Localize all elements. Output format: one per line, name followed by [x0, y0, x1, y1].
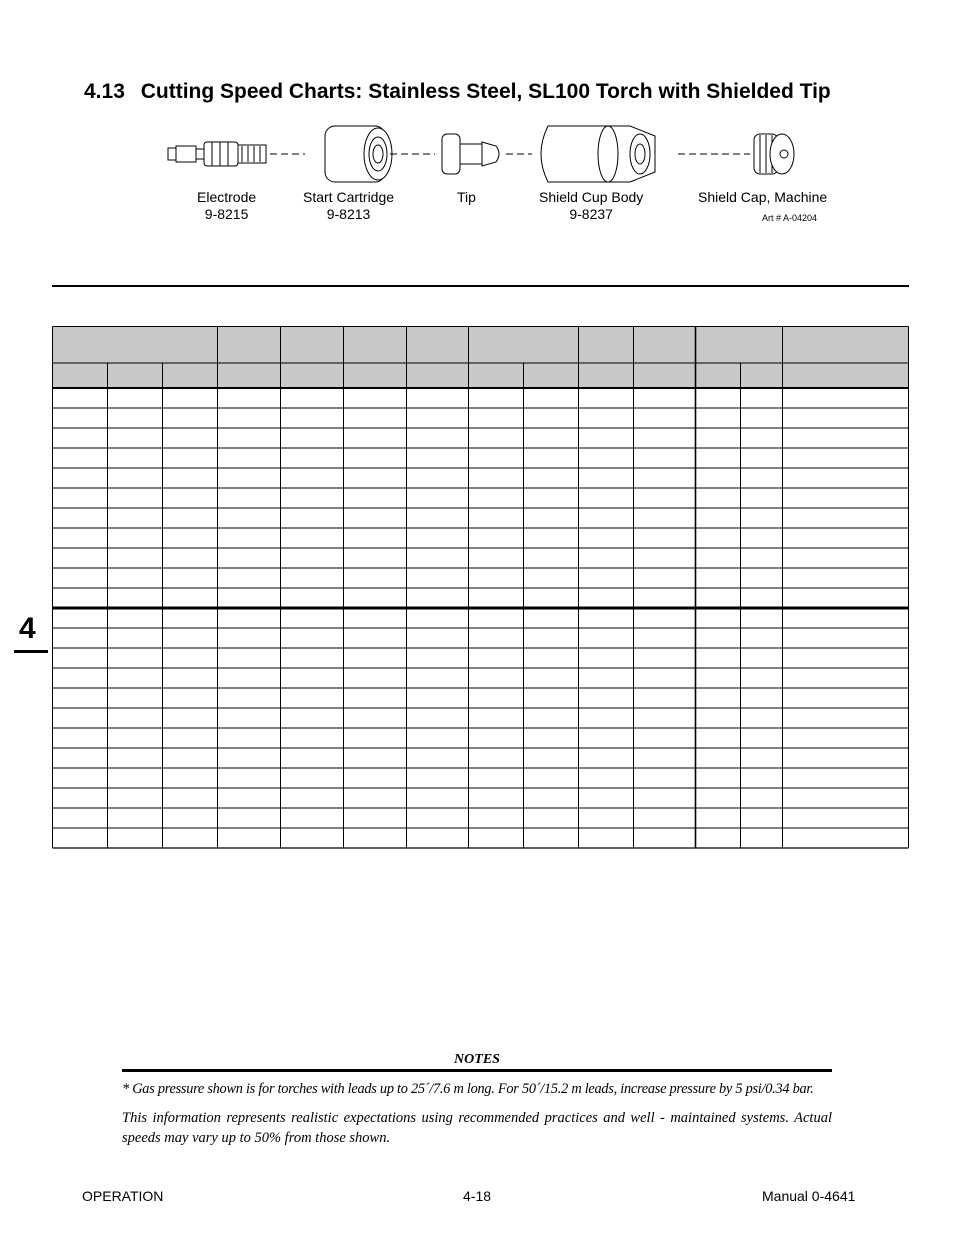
- part-name: Shield Cup Body: [539, 189, 644, 205]
- part-label-start-cartridge: [303, 189, 394, 223]
- part-number: 9-8215: [204, 206, 249, 222]
- section-title-text: Cutting Speed Charts: Stainless Steel, SL100 Torch with Shielded Tip: [140, 80, 831, 103]
- part-label-shield-cup-body: [539, 189, 643, 223]
- footer-section-label: OPERATION: [82, 1188, 164, 1204]
- cutting-speed-table: [52, 326, 910, 850]
- part-label-electrode: [197, 189, 256, 223]
- shield-cup-body-illustration: [541, 126, 655, 182]
- part-label-shield-cap: [698, 189, 827, 206]
- section-title: [84, 80, 831, 104]
- shield-cap-illustration: [754, 134, 794, 174]
- art-number: Art # A-04204: [762, 213, 818, 223]
- section-rule: [52, 285, 909, 287]
- part-name: Electrode: [197, 189, 257, 205]
- part-number: 9-8237: [569, 206, 613, 222]
- section-number: 4.13: [84, 80, 125, 103]
- tip-illustration: [442, 134, 499, 174]
- notes-heading: NOTES: [122, 1052, 832, 1072]
- part-name: Shield Cap, Machine: [698, 189, 828, 205]
- part-name: Start Cartridge: [303, 189, 395, 205]
- notes-section: [122, 1052, 832, 1148]
- footer-manual-number: Manual 0-4641: [762, 1188, 856, 1204]
- part-label-tip: [457, 189, 476, 206]
- footer-page-number: 4-18: [463, 1188, 492, 1204]
- note-gas-pressure: * Gas pressure shown is for torches with leads up to 25´/7.6 m long. For 50´/15.2 m leads, increase pressure by 5 psi/0.34 bar.: [122, 1081, 814, 1097]
- chapter-number: 4: [19, 612, 36, 645]
- note-expectations: This information represents realistic expectations using recommended practices and well - maintained systems. Actual speeds may vary up to 50% from those shown.: [122, 1110, 832, 1146]
- chapter-tab-bar: [14, 650, 48, 653]
- torch-parts-illustration: [160, 118, 810, 188]
- start-cartridge-illustration: [325, 126, 392, 182]
- table-header-fill: [53, 327, 909, 388]
- electrode-illustration: [168, 142, 266, 166]
- part-number: 9-8213: [326, 206, 371, 222]
- part-name: Tip: [457, 189, 476, 205]
